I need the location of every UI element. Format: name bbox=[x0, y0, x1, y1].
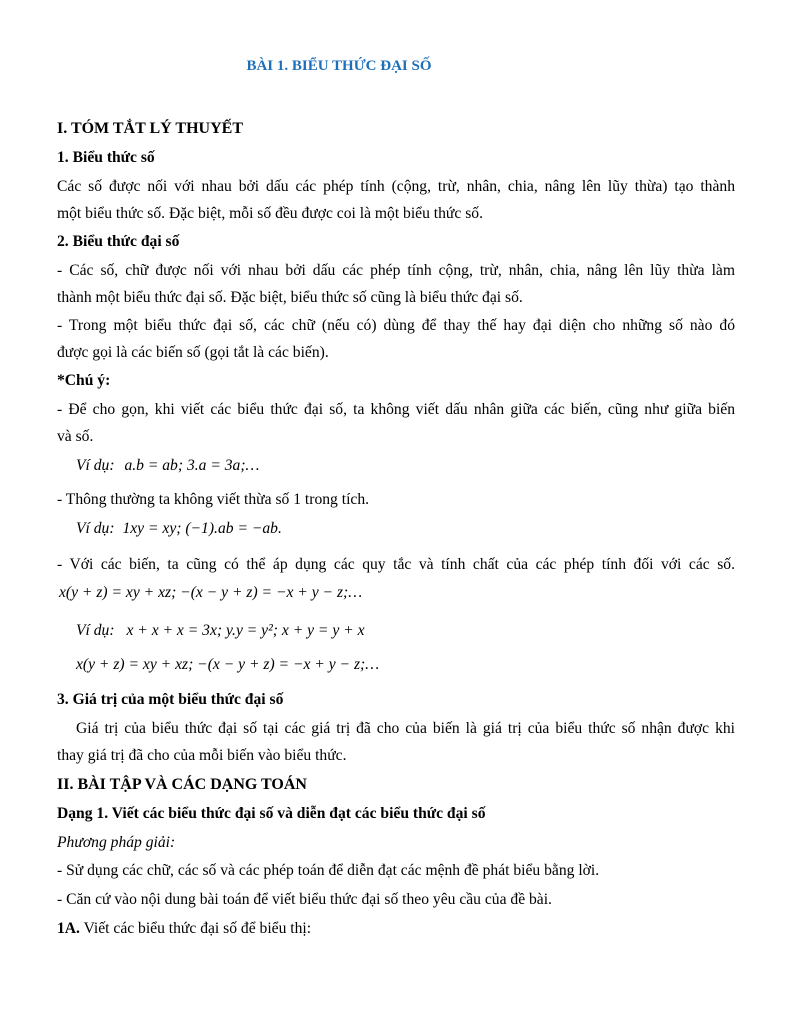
example-line bbox=[76, 621, 754, 641]
paragraph-line: - Với các biến, ta cũng có thể áp dụng các quy tắc và tính chất của các phép tính đối với các số. bbox=[57, 556, 735, 573]
subheading-type-1: Dạng 1. Viết các biểu thức đại số và diễn đạt các biểu thức đại số bbox=[57, 805, 486, 822]
formula: x(y + z) = xy + xz; −(x − y + z) = −x + y − z;… bbox=[76, 656, 380, 673]
note-label: *Chú ý: bbox=[57, 372, 111, 389]
example-label: Ví dụ: bbox=[76, 520, 115, 537]
paragraph-line: - Thông thường ta không viết thừa số 1 trong tích. bbox=[57, 491, 370, 508]
paragraph-line: Các số được nối với nhau bởi dấu các phép tính (cộng, trừ, nhân, chia, nâng lên lũy thừa) tạo thành bbox=[57, 178, 735, 195]
paragraph-line: - Trong một biểu thức đại số, các chữ (nếu có) dùng để thay thế hay đại diện cho những số nào đó bbox=[57, 317, 735, 334]
paragraph-line: - Sử dụng các chữ, các số và các phép toán để diễn đạt các mệnh đề phát biểu bằng lời. bbox=[57, 862, 600, 879]
paragraph-line: - Các số, chữ được nối với nhau bởi dấu các phép tính cộng, trừ, nhân, chia, nâng lên lũy thừa làm bbox=[57, 262, 735, 279]
exercise-prompt: Viết các biểu thức đại số để biểu thị: bbox=[79, 920, 312, 937]
paragraph-line: - Để cho gọn, khi viết các biểu thức đại số, ta không viết dấu nhân giữa các biến, cũng như giữa biến bbox=[57, 401, 735, 418]
paragraph-line: được gọi là các biến số (gọi tắt là các biến). bbox=[57, 344, 329, 361]
subheading-algebraic-expression: 2. Biểu thức đại số bbox=[57, 233, 180, 250]
section-heading-exercises: II. BÀI TẬP VÀ CÁC DẠNG TOÁN bbox=[57, 776, 307, 793]
paragraph-line: thay giá trị đã cho của mỗi biến vào biểu thức. bbox=[57, 747, 347, 764]
example-label: Ví dụ: bbox=[76, 457, 115, 474]
section-heading-theory: I. TÓM TẮT LÝ THUYẾT bbox=[57, 120, 243, 137]
paragraph-line: và số. bbox=[57, 428, 94, 445]
formula: x + x + x = 3x; y.y = y²; x + y = y + x bbox=[126, 622, 365, 639]
exercise-1a bbox=[57, 919, 735, 939]
formula: x(y + z) = xy + xz; −(x − y + z) = −x + y − z;… bbox=[59, 584, 363, 601]
method-label: Phương pháp giải: bbox=[57, 834, 176, 851]
subheading-numeric-expression: 1. Biểu thức số bbox=[57, 149, 155, 166]
formula: 1xy = xy; (−1).ab = −ab. bbox=[122, 520, 282, 537]
example-label: Ví dụ: bbox=[76, 622, 115, 639]
example-line bbox=[76, 456, 754, 476]
paragraph-line: thành một biểu thức đại số. Đặc biệt, biểu thức số cũng là biểu thức đại số. bbox=[57, 289, 523, 306]
subheading-expression-value: 3. Giá trị của một biểu thức đại số bbox=[57, 691, 284, 708]
formula: a.b = ab; 3.a = 3a;… bbox=[124, 457, 260, 474]
paragraph-line: một biểu thức số. Đặc biệt, mỗi số đều được coi là một biểu thức số. bbox=[57, 205, 483, 222]
exercise-number: 1A. bbox=[57, 920, 80, 937]
example-line bbox=[76, 519, 754, 539]
paragraph-line: Giá trị của biểu thức đại số tại các giá trị đã cho của biến là giá trị của biểu thức số nhận được khi bbox=[76, 720, 735, 737]
paragraph-line: - Căn cứ vào nội dung bài toán để viết biểu thức đại số theo yêu cầu của đề bài. bbox=[57, 891, 552, 908]
page-title: BÀI 1. BIỂU THỨC ĐẠI SỐ bbox=[246, 58, 432, 74]
